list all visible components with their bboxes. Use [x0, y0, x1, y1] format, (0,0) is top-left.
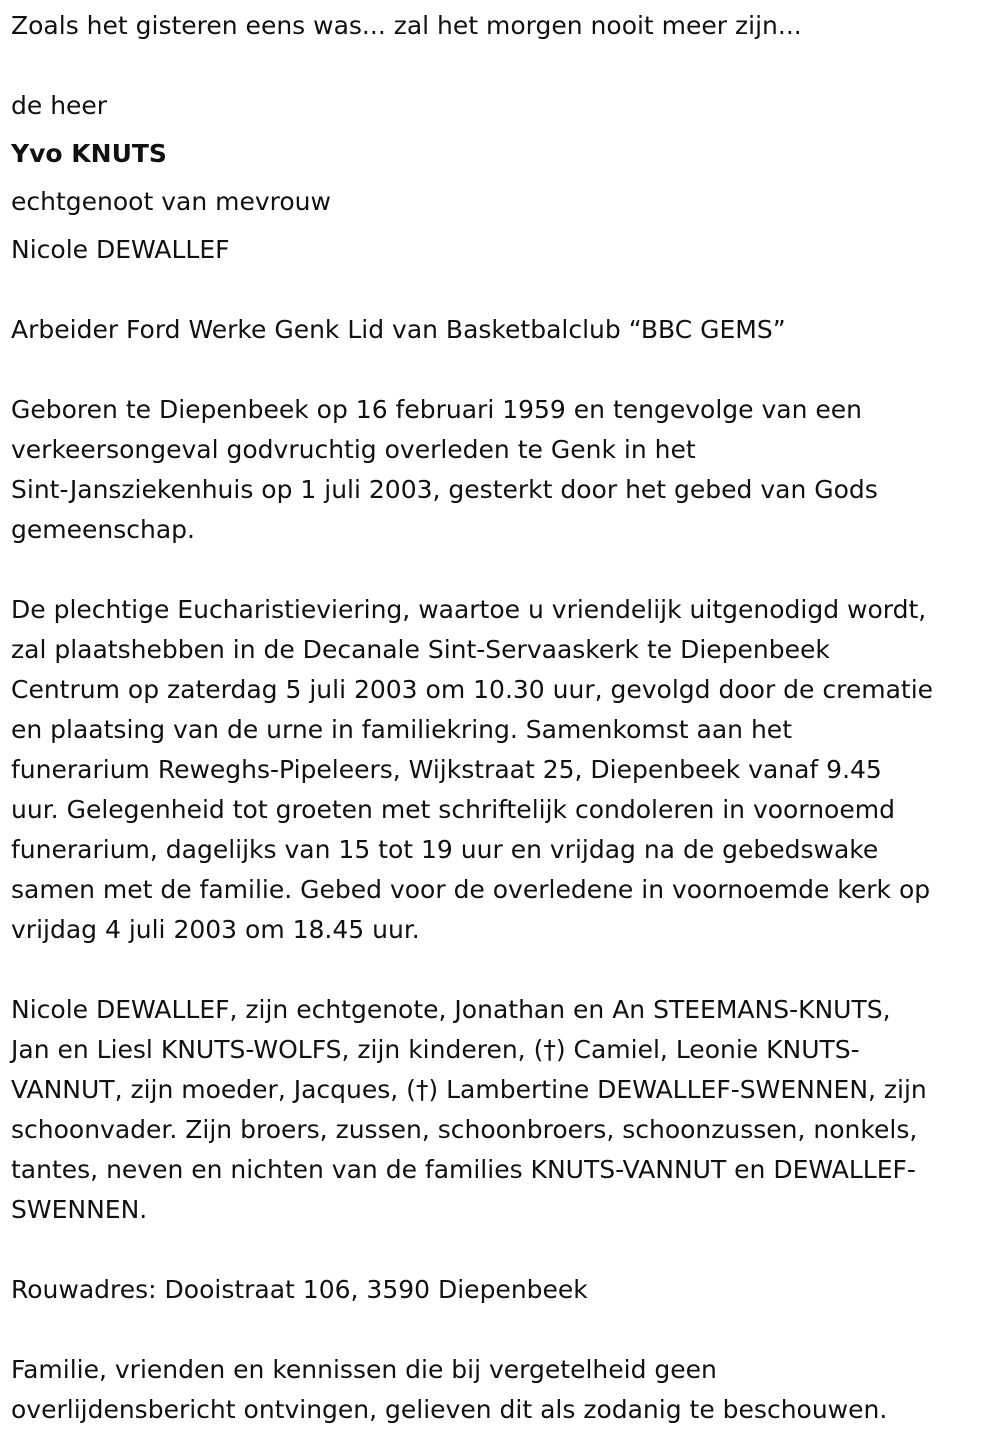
mourning-address: Rouwadres: Dooistraat 106, 3590 Diepenbeek [11, 1275, 588, 1304]
paragraph-line: uur. Gelegenheid tot groeten met schriftelijk condoleren in voornoemd [11, 795, 895, 824]
paragraph-line: Centrum op zaterdag 5 juli 2003 om 10.30 uur, gevolgd door de crematie [11, 675, 934, 704]
paragraph-line: Familie, vrienden en kennissen die bij vergetelheid geen [11, 1355, 717, 1384]
paragraph-line: schoonvader. Zijn broers, zussen, schoonbroers, schoonzussen, nonkels, [11, 1115, 918, 1144]
paragraph-line: tantes, neven en nichten van de families KNUTS-VANNUT en DEWALLEF- [11, 1155, 916, 1184]
paragraph-line: verkeersongeval godvruchtig overleden te Genk in het [11, 435, 696, 464]
paragraph-line: en plaatsing van de urne in familiekring. Samenkomst aan het [11, 715, 792, 744]
paragraph-line: Sint-Jansziekenhuis op 1 juli 2003, gesterkt door het gebed van Gods [11, 475, 878, 504]
paragraph-line: funerarium Reweghs-Pipeleers, Wijkstraat 25, Diepenbeek vanaf 9.45 [11, 755, 882, 784]
salutation: de heer [11, 91, 108, 120]
paragraph-line: Jan en Liesl KNUTS-WOLFS, zijn kinderen, (†) Camiel, Leonie KNUTS- [11, 1035, 860, 1064]
paragraph-line: VANNUT, zijn moeder, Jacques, (†) Lambertine DEWALLEF-SWENNEN, zijn [11, 1075, 927, 1104]
paragraph-line: vrijdag 4 juli 2003 om 18.45 uur. [11, 915, 420, 944]
occupation-text: Arbeider Ford Werke Genk Lid van Basketbalclub “BBC GEMS” [11, 315, 786, 344]
spouse-name: Nicole DEWALLEF [11, 235, 230, 264]
paragraph-line: De plechtige Eucharistieviering, waartoe u vriendelijk uitgenodigd wordt, [11, 595, 927, 624]
paragraph-line: Nicole DEWALLEF, zijn echtgenote, Jonathan en An STEEMANS-KNUTS, [11, 995, 891, 1024]
paragraph-line: Geboren te Diepenbeek op 16 februari 1959 en tengevolge van een [11, 395, 862, 424]
spouse-label: echtgenoot van mevrouw [11, 187, 331, 216]
paragraph-line: samen met de familie. Gebed voor de overledene in voornoemde kerk op [11, 875, 931, 904]
paragraph-line: funerarium, dagelijks van 15 tot 19 uur en vrijdag na de gebedswake [11, 835, 879, 864]
paragraph-line: SWENNEN. [11, 1195, 148, 1224]
paragraph-line: overlijdensbericht ontvingen, gelieven dit als zodanig te beschouwen. [11, 1395, 888, 1424]
paragraph-line: zal plaatshebben in de Decanale Sint-Servaaskerk te Diepenbeek [11, 635, 830, 664]
paragraph-line: gemeenschap. [11, 515, 195, 544]
intro-text: Zoals het gisteren eens was... zal het morgen nooit meer zijn... [11, 11, 802, 40]
deceased-name: Yvo KNUTS [11, 139, 167, 168]
